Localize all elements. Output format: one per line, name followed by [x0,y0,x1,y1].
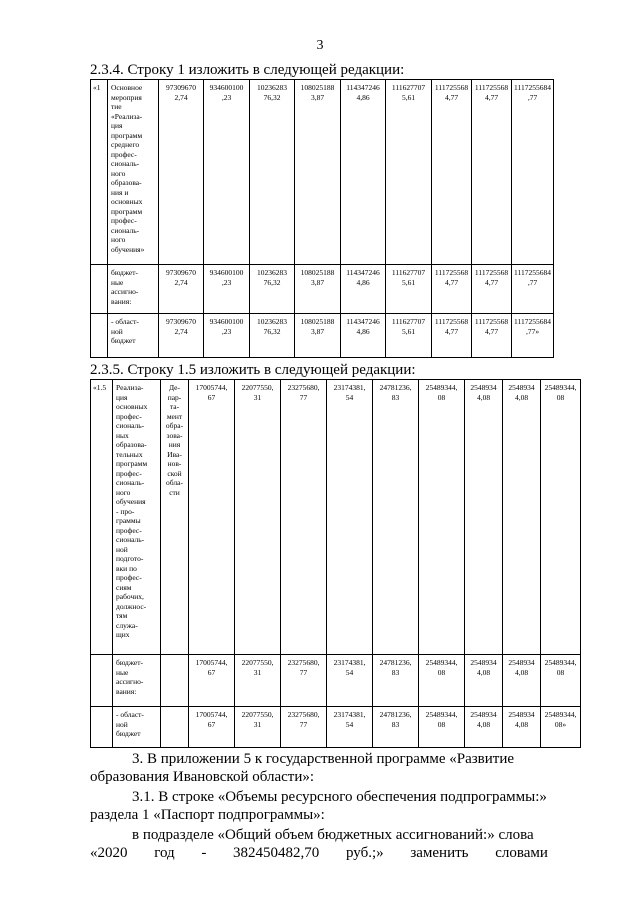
section-heading-2-3-4: 2.3.4. Строку 1 изложить в следующей редакции: [90,62,405,78]
value-cell: 114347246 4,86 [341,80,386,265]
paragraph-line: раздела 1 «Паспорт подпрограммы»: [90,807,325,823]
value-cell: 114347246 4,86 [341,314,386,358]
row-label-cell: - област- ной бюджет [113,707,161,748]
value-cell: 25489344, 08 [419,707,465,748]
value-cell: 111725568 4,77 [432,80,472,265]
executor-cell [161,707,189,748]
row-number-cell [91,265,108,314]
value-cell: 934600100 ,23 [204,314,250,358]
value-cell: 23174381, 54 [327,655,373,707]
paragraph-3-1 [90,788,548,824]
table-row [91,655,581,707]
paragraph-line: 3. В приложении 5 к государственной программе «Развитие [132,751,515,767]
paragraph-line: образования Ивановской области»: [90,769,315,785]
value-cell: 23174381, 54 [327,707,373,748]
row-number-cell [91,655,113,707]
value-cell: 10236283 76,32 [250,265,295,314]
value-cell: 111725568 4,77 [432,314,472,358]
value-cell: 10236283 76,32 [250,314,295,358]
row-label-cell: бюджет- ные ассигно- вания: [113,655,161,707]
table-row [91,80,554,265]
value-cell: 25489344, 08 [541,655,581,707]
value-cell: 111725568 4,77 [472,265,512,314]
value-cell: 108025188 3,87 [295,265,341,314]
row-number-cell: «1.5 [91,380,113,655]
value-cell: 22077550, 31 [235,655,281,707]
value-cell: 1117255684 ,77» [512,314,554,358]
row-label-cell: - област- ной бюджет [108,314,159,358]
value-cell: 97309670 2,74 [159,265,204,314]
value-cell: 111627707 5,61 [386,80,432,265]
value-cell: 24781236, 83 [373,707,419,748]
value-cell: 934600100 ,23 [204,80,250,265]
table-row [91,314,554,358]
value-cell: 2548934 4,08 [465,380,503,655]
table-row-1 [90,79,554,358]
value-cell: 2548934 4,08 [503,655,541,707]
value-cell: 1117255684 ,77 [512,265,554,314]
value-cell: 24781236, 83 [373,655,419,707]
value-cell: 111725568 4,77 [472,314,512,358]
value-cell: 2548934 4,08 [465,655,503,707]
row-number-cell [91,314,108,358]
value-cell: 17005744, 67 [189,380,235,655]
executor-cell: Де- пар- та- мент обра- зова- ния Ива- нов- ской обла- сти [161,380,189,655]
value-cell: 23174381, 54 [327,380,373,655]
row-number-cell [91,707,113,748]
paragraph-3 [90,750,548,786]
table-row [91,380,581,655]
value-cell: 25489344, 08 [419,655,465,707]
value-cell: 2548934 4,08 [503,707,541,748]
paragraph-subsection [90,826,548,862]
value-cell: 25489344, 08 [541,380,581,655]
value-cell: 97309670 2,74 [159,80,204,265]
value-cell: 97309670 2,74 [159,314,204,358]
value-cell: 111725568 4,77 [472,80,512,265]
value-cell: 111725568 4,77 [432,265,472,314]
paragraph-line: в подразделе «Общий объем бюджетных ассигнований:» слова [132,827,534,843]
value-cell: 10236283 76,32 [250,80,295,265]
executor-cell [161,655,189,707]
section-heading-2-3-5: 2.3.5. Строку 1.5 изложить в следующей редакции: [90,362,416,378]
value-cell: 2548934 4,08 [465,707,503,748]
row-label-cell: бюджет- ные ассигно- вания: [108,265,159,314]
row-number-cell: «1 [91,80,108,265]
table-row-1-5 [90,379,581,748]
value-cell: 111627707 5,61 [386,314,432,358]
value-cell: 108025188 3,87 [295,80,341,265]
value-cell: 17005744, 67 [189,707,235,748]
value-cell: 23275680, 77 [281,380,327,655]
value-cell: 22077550, 31 [235,707,281,748]
value-cell: 25489344, 08» [541,707,581,748]
value-cell: 24781236, 83 [373,380,419,655]
value-cell: 111627707 5,61 [386,265,432,314]
value-cell: 17005744, 67 [189,655,235,707]
value-cell: 2548934 4,08 [503,380,541,655]
value-cell: 114347246 4,86 [341,265,386,314]
value-cell: 25489344, 08 [419,380,465,655]
value-cell: 23275680, 77 [281,707,327,748]
row-label-cell: Основное мероприя тие «Реализа- ция программ среднего профес- сиональ- ного образова- ния и основных программ профес- сиональ- ного обучения» [108,80,159,265]
value-cell: 934600100 ,23 [204,265,250,314]
row-label-cell: Реализа- ция основных профес- сиональ- ных образова- тельных программ профес- сиональ- ного обучения - про- граммы профес- сиональ- ной подгото- вки по профес- сиям рабочих, должнос- тям служа- щих [113,380,161,655]
value-cell: 108025188 3,87 [295,314,341,358]
table-row [91,707,581,748]
value-cell: 22077550, 31 [235,380,281,655]
table-row [91,265,554,314]
value-cell: 1117255684 ,77 [512,80,554,265]
value-cell: 23275680, 77 [281,655,327,707]
paragraph-line: 3.1. В строке «Объемы ресурсного обеспечения подпрограммы:» [132,789,547,805]
page-number: 3 [316,38,324,53]
paragraph-line-justified: «2020 год - 382450482,70 руб.;» заменить словами [90,845,548,861]
